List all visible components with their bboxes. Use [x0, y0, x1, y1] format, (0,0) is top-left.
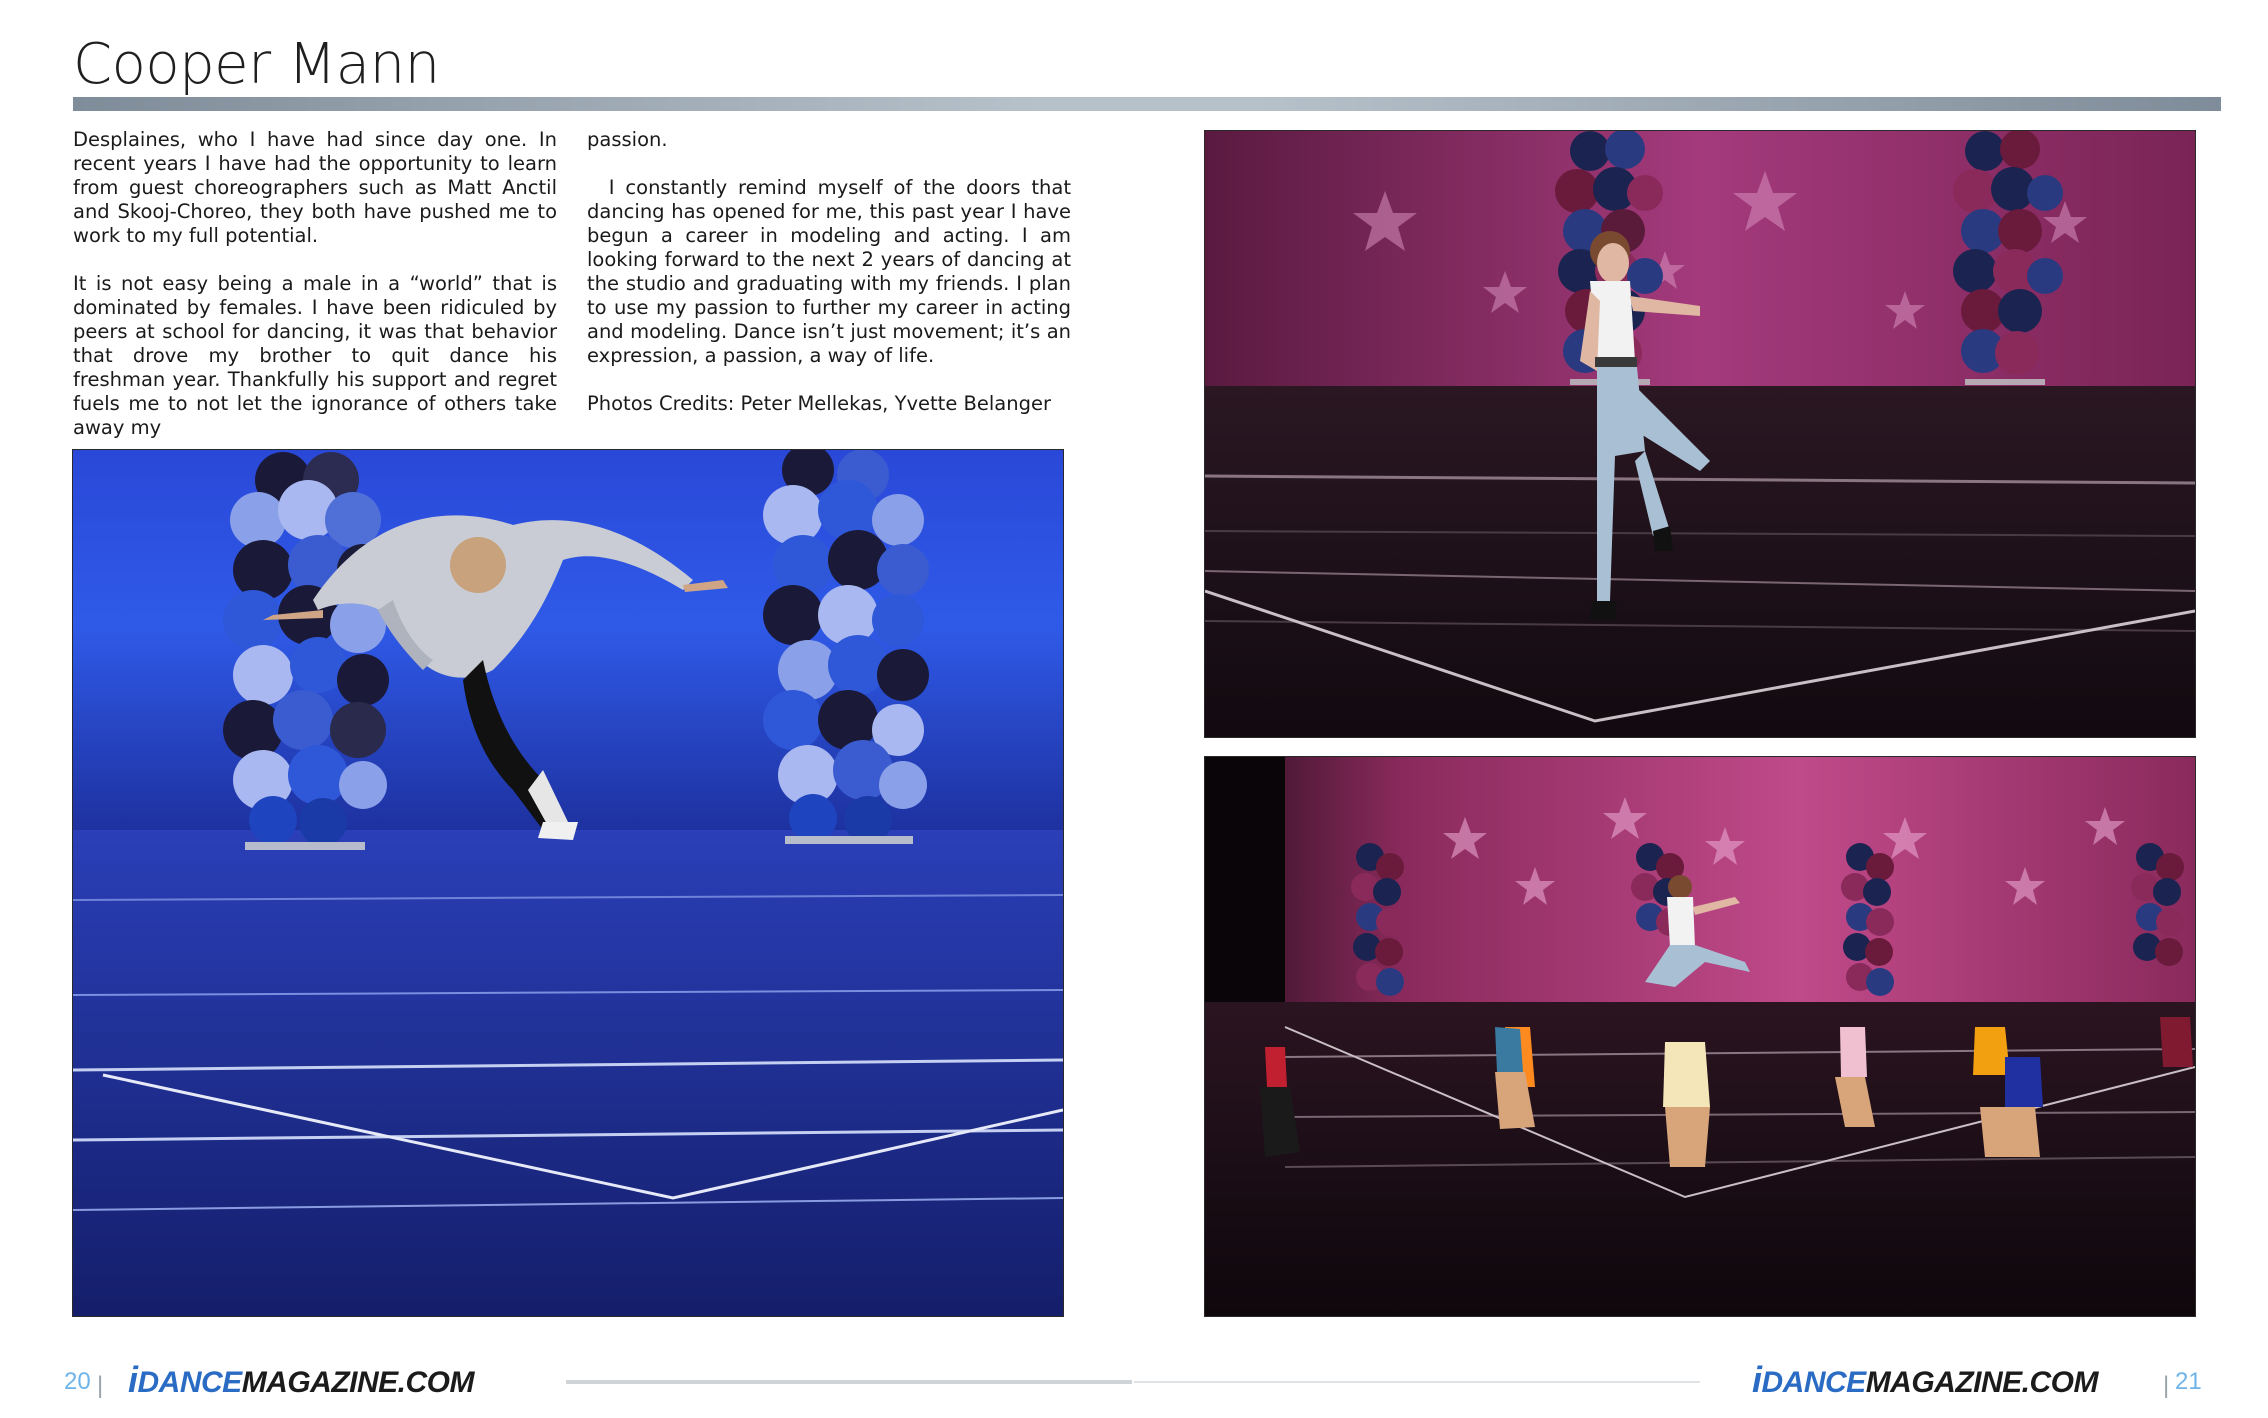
text-column-right: [587, 128, 1078, 440]
photo-blue-stage-leap: [72, 449, 1064, 1317]
photo-pink-stage-pose: [1204, 130, 2196, 738]
idance-logo-left[interactable]: [128, 1360, 474, 1400]
paragraph: Desplaines, who I have had since day one. In recent years I have had the opportunity to learn from guest choreographers such as Matt Anctil and Skooj-Choreo, they both have pushed me to work to my full potential.: [73, 128, 557, 247]
article-title: Cooper Mann: [73, 32, 440, 97]
paragraph: It is not easy being a male in a “world” that is dominated by females. I have been ridiculed by peers at school for dancing, it was that behavior that drove my brother to quit dance his freshman year. Thankfully his support and regret fuels me to not let the ignorance of others take away my: [73, 272, 557, 439]
text-column-left: [73, 128, 557, 464]
photo-credits: Photos Credits: Peter Mellekas, Yvette Belanger: [587, 392, 1052, 415]
photo-group-stage-leap: [1204, 756, 2196, 1317]
title-rule: [73, 97, 2221, 111]
logo-dance: DANCE: [137, 1366, 242, 1399]
logo-magazine: MAGAZINE.COM: [241, 1366, 475, 1399]
idance-logo-right[interactable]: [1752, 1360, 2098, 1400]
page-separator-right: |: [2163, 1372, 2170, 1399]
logo-i: i: [128, 1359, 138, 1400]
logo-magazine: MAGAZINE.COM: [1865, 1366, 2099, 1399]
page-number-right: 21: [2175, 1368, 2202, 1395]
page-number-left: 20: [64, 1368, 91, 1395]
logo-dance: DANCE: [1761, 1366, 1866, 1399]
paragraph: I constantly remind myself of the doors that dancing has opened for me, this past year I have begun a career in modeling and acting. I am looking forward to the next 2 years of dancing at the studio and graduating with my friends. I plan to use my passion to further my career in acting and modeling. Dance isn’t just movement; it’s an expression, a passion, a way of life.: [587, 176, 1078, 367]
logo-i: i: [1752, 1359, 1762, 1400]
footer-rule-right: [1134, 1381, 1700, 1383]
paragraph: passion.: [587, 128, 668, 151]
footer-rule-left: [566, 1380, 1132, 1384]
page-separator-left: |: [97, 1372, 104, 1399]
